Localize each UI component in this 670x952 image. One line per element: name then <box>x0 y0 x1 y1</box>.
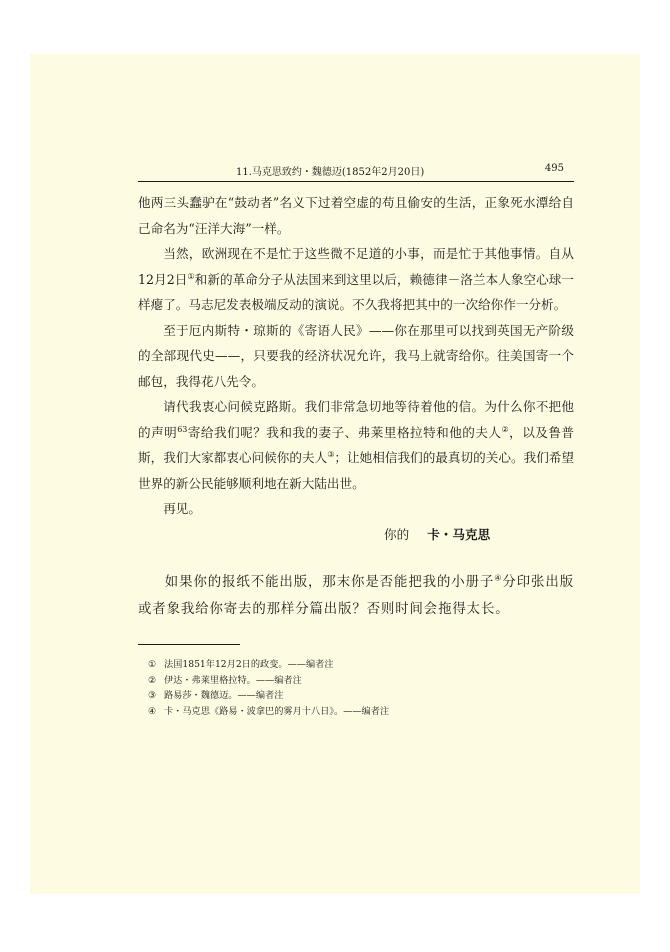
letter-body <box>138 190 574 623</box>
running-title: 11.马克思致约・魏德迈(1852年2月20日) <box>236 167 425 178</box>
footnote-ref-4: ④ <box>494 573 503 583</box>
postscript <box>138 569 574 623</box>
footnote-mark: ④ <box>148 705 157 717</box>
footnote-item <box>138 673 574 689</box>
paragraph-4-text-b: 寄给我们呢？我和我的妻子、弗莱里格拉特和他的夫人 <box>187 424 502 440</box>
signature-line <box>138 522 574 548</box>
footnote-ref-2: ② <box>501 424 510 434</box>
footnote-item <box>138 704 574 720</box>
postscript-text-a: 如果你的报纸不能出版，那末你是否能把我的小册子 <box>164 575 495 590</box>
page-content <box>138 159 574 719</box>
paragraph-4 <box>138 394 574 496</box>
footnote-text: 路易莎・魏德迈。——编者注 <box>164 690 284 701</box>
paragraph-2 <box>138 241 574 318</box>
footnote-text: 卡・马克思《路易・波拿巴的雾月十八日》。——编者注 <box>164 705 390 717</box>
endnote-ref-63: 63 <box>177 424 188 434</box>
paragraph-3: 至于厄内斯特・琼斯的《寄语人民》——你在那里可以找到英国无产阶级的全部现代史——，只要我的经济状况允许，我马上就寄给你。往美国寄一个邮包，我得花八先令。 <box>138 322 574 389</box>
footnote-text: 法国1851年12月2日的政变。——编者注 <box>164 659 334 670</box>
footnote-mark: ② <box>148 674 157 686</box>
footnote-ref-3: ③ <box>327 449 335 459</box>
paragraph-farewell: 再见。 <box>163 501 201 516</box>
footnote-mark: ③ <box>148 690 157 701</box>
paragraph-4-text-a: 请代我衷心问候克路斯。我们非常急切地等待着他的信。为什么你不把他的声明 <box>138 399 574 440</box>
closing-word: 你的 <box>384 526 410 542</box>
page-header <box>138 159 574 182</box>
paragraph-2-text-b: 和新的革命分子从法国来到这里以后，赖德律－洛兰本人象空心球一样瘪了。马志尼发表极端反动的演说。不久我将把其中的一次给你作一分析。 <box>138 271 575 312</box>
paragraph-2-text-a: 当然，欧洲现在不是忙于这些微不足道的小事，而是忙于其他事情。自从12月2日 <box>138 246 574 287</box>
page-number: 495 <box>544 163 564 174</box>
signature-name: 卡・马克思 <box>427 526 491 542</box>
footnotes <box>138 657 574 719</box>
paragraph-4-text-c: ，以及鲁普斯，我们大家都衷心问候你的夫人 <box>138 424 575 465</box>
footnote-text: 伊达・弗莱里格拉特。——编者注 <box>164 674 302 686</box>
paragraph-1: 他两三头蠢驴在“鼓动者”名义下过着空虚的苟且偷安的生活，正象死水潭给自己命名为“汪洋大海”一样。 <box>138 195 574 236</box>
footnote-item <box>138 657 574 673</box>
footnote-ref-1: ① <box>187 271 195 281</box>
footnote-mark: ① <box>148 659 157 670</box>
postscript-text-b: 分印张出版或者象我给你寄去的那样分篇出版？否则时间会拖得太长。 <box>138 575 574 617</box>
footnote-divider <box>138 644 240 645</box>
paragraph-4-text-d: ；让她相信我们的最真切的关心。我们希望世界的新公民能够顺利地在新大陆出世。 <box>138 450 575 491</box>
footnote-item <box>138 688 574 704</box>
book-page <box>30 54 640 894</box>
